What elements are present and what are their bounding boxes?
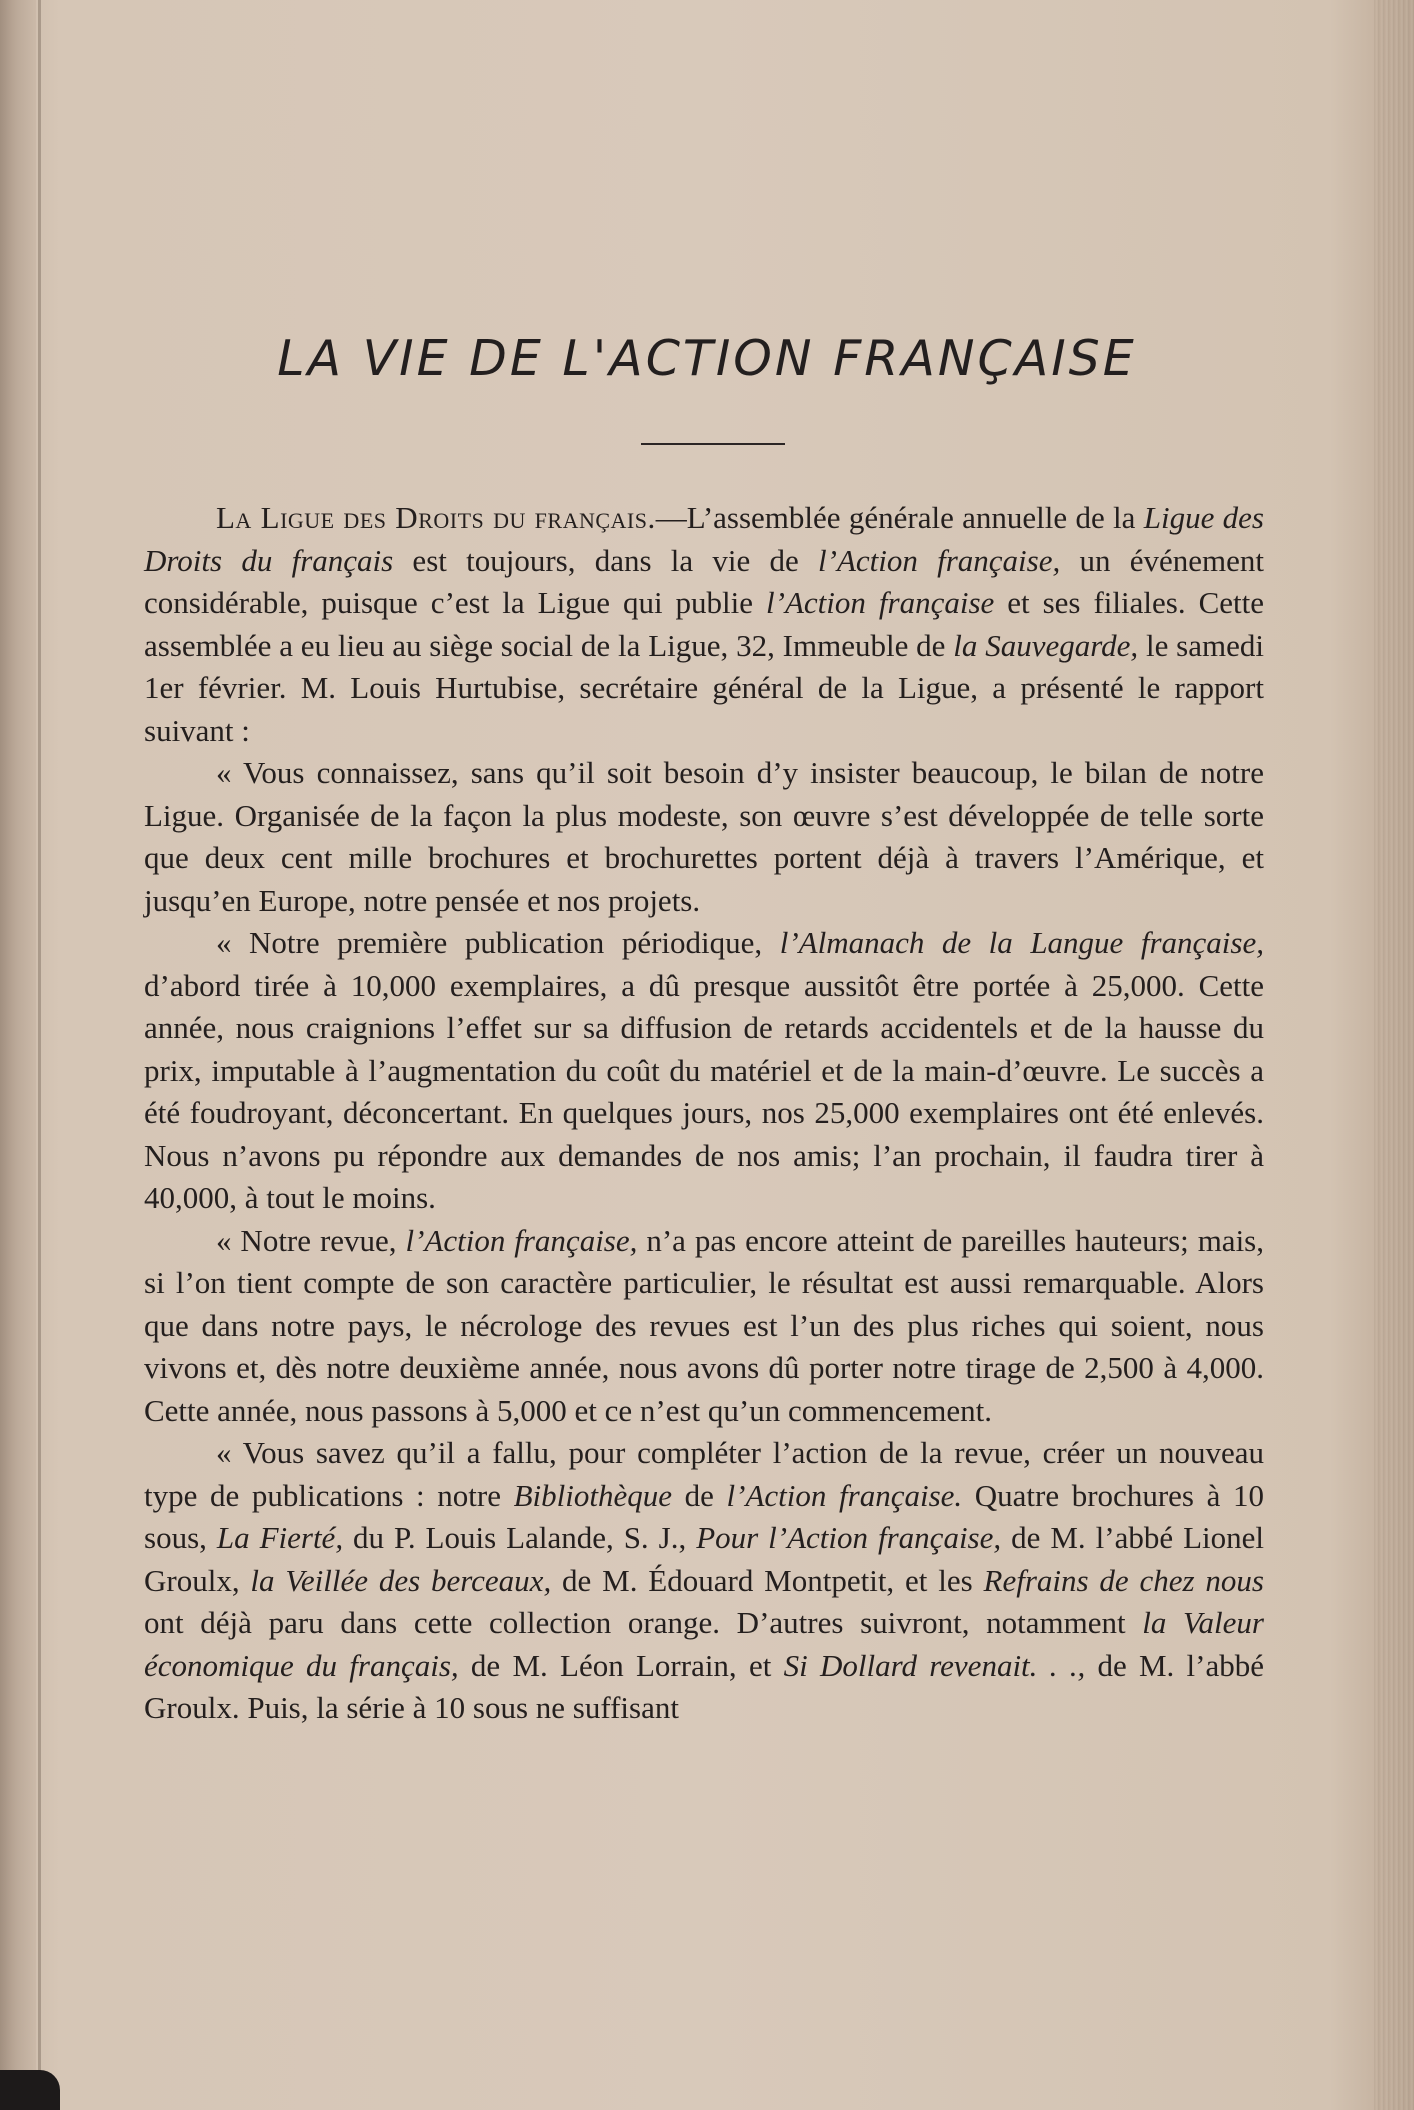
text-run: n’a pas encore atteint de pareilles hauteurs; mais, si l’on tient compte de son caractère particulier, le résultat est aussi remarquable. Alors que dans notre pays, le nécrologe des revues est l’un des plus riches qui soient, nous vivons et, dès notre deuxième année, nous avons dû porter notre tirage de 2,500 à 4,000. Cette année, nous passons à 5,000 et ce n’est qu’un commencement. [144,1222,1264,1428]
text-run: du P. Louis Lalande, S. J., [343,1520,697,1555]
binding-line [38,0,41,2110]
article-body [144,497,1264,1730]
italic-title-run: l’Action française. [726,1477,963,1513]
text-run: « Notre première publication périodique, [216,925,780,960]
text-run: —L’assemblée générale annuelle de la [655,500,1144,535]
paragraph-2 [144,752,1264,922]
text-run: de M. Léon Lorrain, et [458,1647,784,1683]
title-divider [641,443,785,445]
text-run: « Vous connaissez, sans qu’il soit besoin d’y insister beaucoup, le bilan de notre Ligue. Organisée de la façon la plus modeste, son œuvre s’est développée de telle sorte que deux cent mille brochures et brochurettes portent déjà à travers l’Amérique, et jusqu’en Europe, notre pensée et nos projets. [144,755,1264,918]
text-run: ont déjà paru dans cette collection orange. D’autres suivront, notamment [144,1605,1143,1640]
italic-title-run: Bibliothèque [513,1477,673,1513]
text-run: de M. l’abbé Lionel Groulx, [144,1520,1264,1598]
page-spine-shadow [0,0,36,2110]
text-run: d’abord tirée à 10,000 exemplaires, a dû presque aussitôt être portée à 25,000. Cette année, nous craignions l’effet sur sa diffusion de retards accidentels et de la hausse du prix, imputable à l’augmentation du coût du matériel et de la main-d’œuvre. Le succès a été foudroyant, déconcertant. En quelques jours, nos 25,000 exemplaires ont été enlevés. Nous n’avons pu répondre aux demandes de nos amis; l’an prochain, il faudra tirer à 40,000, à tout le moins. [144,967,1264,1215]
italic-title-run: l’Almanach de la Langue française, [779,925,1264,960]
text-run: un événement considérable, puisque c’est la Ligue qui publie [144,542,1264,620]
page-title: LA VIE DE L'ACTION FRANÇAISE [277,330,1137,387]
page-edge [1374,0,1414,2110]
italic-title-run: Pour l’Action française, [696,1520,1002,1555]
italic-title-run: l’Action française, [405,1222,638,1258]
italic-title-run: Si Dollard revenait. . ., [783,1647,1086,1683]
text-run: est toujours, dans la vie de [393,542,819,578]
text-run: de M. Édouard Montpetit, et les [551,1562,984,1598]
italic-title-run: l’Action française [766,585,995,620]
italic-title-run: l’Action française, [818,542,1061,578]
section-heading: La Ligue des Droits du français. [216,500,656,535]
corner-shadow [0,2070,60,2110]
text-run: Quatre brochures à 10 sous, [144,1477,1264,1555]
italic-title-run: La Fierté, [216,1520,344,1555]
paragraph-1-text [144,500,1264,748]
italic-title-run: la Sauvegarde, [953,627,1139,663]
text-run: de [672,1477,727,1513]
text-run: le samedi 1er février. M. Louis Hurtubise, secrétaire général de la Ligue, a présenté le rapport suivant : [144,627,1264,748]
text-run: de M. l’abbé Groulx. Puis, la série à 10 sous ne suffisant [144,1647,1265,1725]
paragraph-1 [144,497,1264,752]
text-run: et ses filiales. Cette assemblée a eu lieu au siège social de la Ligue, 32, Immeuble de [144,585,1264,663]
italic-title-run: Ligue des Droits du français [144,500,1264,578]
paragraph-5 [144,1432,1264,1730]
text-run: « Vous savez qu’il a fallu, pour compléter l’action de la revue, créer un nouveau type de publications : notre [144,1435,1264,1513]
paragraph-3 [144,922,1264,1220]
paragraph-4 [144,1220,1264,1433]
text-run: « Notre revue, [216,1222,406,1258]
italic-title-run: la Veillée des berceaux, [250,1562,552,1598]
italic-title-run: Refrains de chez nous [983,1562,1264,1598]
italic-title-run: la Valeur économique du français, [144,1605,1264,1683]
